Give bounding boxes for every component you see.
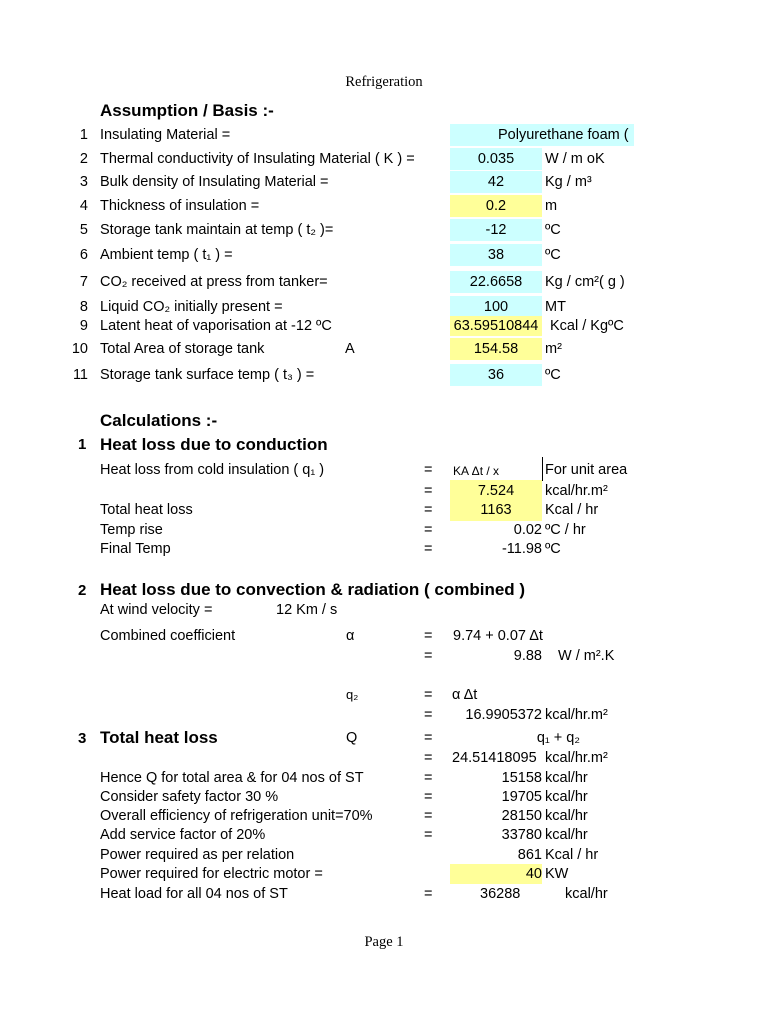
equals-sign: =	[424, 750, 433, 766]
row-label: Total Area of storage tank	[100, 341, 265, 357]
row-unit: ºC	[545, 247, 561, 263]
row-unit: m²	[545, 341, 562, 357]
wind-velocity-value: 12 Km / s	[276, 602, 338, 618]
calculations-heading: Calculations :-	[100, 411, 218, 430]
calc-row-unit: kcal/hr	[545, 789, 588, 805]
row-unit: Kg / cm²( g )	[545, 274, 625, 290]
calc-row-label: Add service factor of 20%	[100, 827, 266, 843]
row-unit: W / m oK	[545, 151, 605, 167]
total-heat-loss-label: Total heat loss	[100, 502, 193, 518]
temp-rise-unit: ºC / hr	[545, 522, 586, 538]
combined-coefficient-label: Combined coefficient	[100, 628, 236, 644]
q1-unit: kcal/hr.m²	[545, 483, 608, 499]
row-number: 11	[72, 367, 88, 383]
total-heat-loss-value: 1163	[450, 499, 542, 521]
heat-load-label: Heat load for all 04 nos of ST	[100, 886, 288, 902]
equals-sign: =	[424, 827, 433, 843]
liquid-co2-value: 100	[450, 296, 542, 318]
calc-row-label: Hence Q for total area & for 04 nos of ST	[100, 770, 364, 786]
calc-row-value: 19705	[501, 789, 542, 805]
section-number: 3	[78, 730, 87, 747]
calc-row-label: Consider safety factor 30 %	[100, 789, 279, 805]
total-heat-loss-unit: Kcal / hr	[545, 502, 599, 518]
section-number: 2	[78, 582, 87, 599]
row-label: Liquid CO₂ initially present =	[100, 299, 283, 315]
q2-symbol: q₂	[346, 687, 359, 702]
equals-sign: =	[424, 483, 433, 499]
ambient-temp-value: 38	[450, 244, 542, 266]
row-unit: m	[545, 198, 558, 214]
row-number: 7	[79, 274, 88, 290]
equals-sign: =	[424, 886, 433, 902]
thickness-value: 0.2	[450, 195, 542, 217]
row-number: 9	[79, 318, 88, 334]
calc-row-unit: kcal/hr	[545, 770, 588, 786]
row-label: Latent heat of vaporisation at -12 ºC	[100, 318, 332, 334]
final-temp-unit: ºC	[545, 541, 561, 557]
q-symbol: Q	[346, 730, 358, 746]
thermal-conductivity-value: 0.035	[450, 148, 542, 170]
q2-value: 16.9905372	[465, 707, 542, 723]
equals-sign: =	[424, 522, 433, 538]
row-unit: MT	[545, 299, 566, 315]
equals-sign: =	[424, 541, 433, 557]
total-q-value: 24.51418095	[452, 750, 537, 766]
row-label: Storage tank surface temp ( t₃ ) =	[100, 367, 315, 383]
equals-sign: =	[424, 687, 433, 703]
wind-velocity-label: At wind velocity =	[100, 602, 213, 618]
row-unit: Kg / m³	[545, 174, 592, 190]
calc-row-unit: Kcal / hr	[545, 847, 599, 863]
total-formula: q₁ + q₂	[536, 730, 580, 746]
temp-rise-label: Temp rise	[100, 522, 163, 538]
calc-row-label: Power required as per relation	[100, 847, 295, 863]
calc-row-unit: KW	[545, 866, 569, 882]
row-number: 10	[71, 341, 88, 357]
temp-rise-value: 0.02	[513, 522, 542, 538]
section-title: Total heat loss	[100, 728, 218, 747]
motor-power-value: 40	[450, 864, 542, 884]
row-number: 5	[79, 222, 88, 238]
total-q-unit: kcal/hr.m²	[545, 750, 608, 766]
calc-row-value: 28150	[501, 808, 542, 824]
equals-sign: =	[424, 789, 433, 805]
alpha-symbol: α	[346, 628, 355, 644]
row-number: 1	[79, 127, 88, 143]
calc-row-label: Overall efficiency of refrigeration unit=70%	[100, 808, 373, 824]
co2-pressure-value: 22.6658	[450, 271, 542, 293]
basis-heading: Assumption / Basis :-	[100, 101, 274, 120]
heat-load-value: 36288	[480, 886, 521, 902]
section-title: Heat loss due to convection & radiation ( combined )	[100, 580, 526, 599]
formula-note: For unit area	[545, 462, 628, 478]
row-unit: Kcal / KgºC	[550, 318, 624, 334]
row-label: Ambient temp ( t₁ ) =	[100, 247, 233, 263]
row-label: Insulating Material =	[100, 127, 231, 143]
surface-temp-value: 36	[450, 364, 542, 386]
coefficient-unit: W / m².K	[558, 648, 615, 664]
calc-row-value: 33780	[501, 827, 542, 843]
row-number: 4	[79, 198, 88, 214]
q2-formula: α Δt	[452, 687, 478, 703]
conduction-formula: KA Δt / x	[453, 464, 500, 478]
calc-row-label: Power required for electric motor =	[100, 866, 323, 882]
equals-sign: =	[424, 808, 433, 824]
section-title: Heat loss due to conduction	[100, 435, 328, 454]
equals-sign: =	[424, 770, 433, 786]
equals-sign: =	[424, 628, 433, 644]
total-area-value: 154.58	[450, 338, 542, 360]
equals-sign: =	[424, 707, 433, 723]
q2-unit: kcal/hr.m²	[545, 707, 608, 723]
q1-label: Heat loss from cold insulation ( q₁ )	[100, 462, 325, 478]
insulating-material-value: Polyurethane foam (	[450, 124, 634, 146]
page-header: Refrigeration	[345, 74, 423, 90]
area-symbol: A	[345, 341, 355, 357]
row-number: 3	[79, 174, 88, 190]
row-label: Thermal conductivity of Insulating Material ( K ) =	[100, 151, 415, 167]
divider	[542, 457, 543, 481]
calc-row-value: 861	[517, 847, 542, 863]
equals-sign: =	[424, 462, 433, 478]
final-temp-label: Final Temp	[100, 541, 171, 557]
row-label: Storage tank maintain at temp ( t₂ )=	[100, 222, 334, 238]
tank-temp-value: -12	[450, 219, 542, 241]
row-label: CO₂ received at press from tanker=	[100, 274, 328, 290]
latent-heat-value: 63.59510844	[450, 316, 542, 336]
row-unit: ºC	[545, 367, 561, 383]
coefficient-formula: 9.74 + 0.07 Δt	[453, 628, 543, 644]
row-number: 6	[79, 247, 88, 263]
coefficient-value: 9.88	[513, 648, 542, 664]
page-footer: Page 1	[364, 934, 404, 950]
section-number: 1	[78, 436, 87, 453]
row-number: 2	[79, 151, 88, 167]
row-label: Bulk density of Insulating Material =	[100, 174, 329, 190]
row-label: Thickness of insulation =	[100, 198, 260, 214]
heat-load-unit: kcal/hr	[565, 886, 608, 902]
bulk-density-value: 42	[450, 171, 542, 193]
equals-sign: =	[424, 502, 433, 518]
row-number: 8	[79, 299, 88, 315]
calc-row-unit: kcal/hr	[545, 827, 588, 843]
row-unit: ºC	[545, 222, 561, 238]
calc-row-unit: kcal/hr	[545, 808, 588, 824]
calc-row-value: 15158	[501, 770, 542, 786]
final-temp-value: -11.98	[501, 541, 542, 557]
equals-sign: =	[424, 648, 433, 664]
q1-value: 7.524	[450, 480, 542, 502]
equals-sign: =	[424, 730, 433, 746]
